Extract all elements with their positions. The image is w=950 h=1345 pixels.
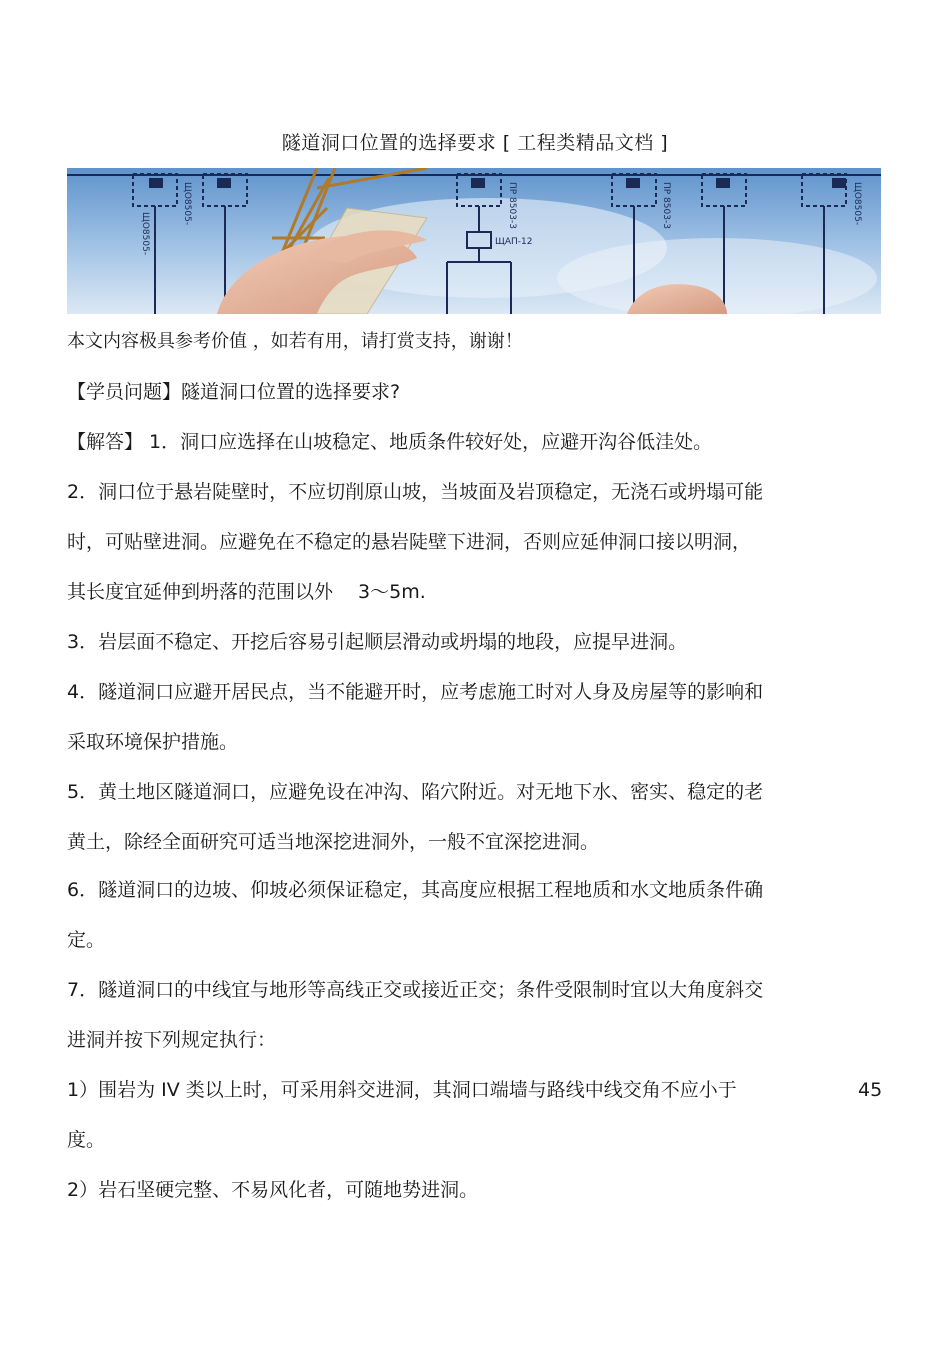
body-line: 定。 — [67, 929, 106, 951]
body-line: 5．黄土地区隧道洞口，应避免设在冲沟、陷穴附近。对无地下水、密实、稳定的老 — [67, 781, 764, 803]
body-line: 时，可贴壁进洞。应避免在不稳定的悬岩陡壁下进洞，否则应延伸洞口接以明洞， — [67, 531, 752, 553]
banner-label-3: ПР 8503-3 — [507, 182, 517, 229]
banner-label-5: ЩАП-12 — [495, 237, 533, 247]
body-line: 采取环境保护措施。 — [67, 731, 239, 753]
body-line: 1）围岩为 IV 类以上时，可采用斜交进洞，其洞口端墙与路线中线交角不应小于 — [67, 1079, 737, 1101]
engineering-drawing-hands-image — [67, 168, 881, 314]
body-line: 6．隧道洞口的边坡、仰坡必须保证稳定，其高度应根据工程地质和水文地质条件确 — [67, 879, 764, 901]
body-line: 2．洞口位于悬岩陡壁时，不应切削原山坡，当坡面及岩顶稳定，无浇石或坍塌可能 — [67, 481, 764, 503]
body-line: 其长度宜延伸到坍落的范围以外 3～5m. — [67, 581, 426, 603]
question-text: 【学员问题】隧道洞口位置的选择要求? — [67, 381, 401, 403]
body-line: 黄土，除经全面研究可适当地深挖进洞外，一般不宜深挖进洞。 — [67, 831, 600, 853]
intro-text: 本文内容极具参考价值 ，如若有用，请打赏支持，谢谢！ — [67, 331, 523, 352]
document-title: 隧道洞口位置的选择要求 [ 工程类精品文档 ] — [281, 132, 669, 154]
body-line: 7．隧道洞口的中线宜与地形等高线正交或接近正交；条件受限制时宜以大角度斜交 — [67, 979, 764, 1001]
banner-label-6: ЩО8505- — [852, 182, 862, 226]
angle-value: 45 — [858, 1079, 883, 1101]
body-line: 度。 — [67, 1129, 106, 1151]
banner-image — [67, 168, 881, 314]
body-line: 进洞并按下列规定执行： — [67, 1029, 277, 1051]
body-line: 3．岩层面不稳定、开挖后容易引起顺层滑动或坍塌的地段，应提早进洞。 — [67, 631, 688, 653]
body-line: 4．隧道洞口应避开居民点，当不能避开时，应考虑施工时对人身及房屋等的影响和 — [67, 681, 764, 703]
body-line: 2）岩石坚硬完整、不易风化者，可随地势进洞。 — [67, 1179, 479, 1201]
banner-label-2: ЩО8505- — [182, 182, 192, 226]
body-line: 【解答】 1．洞口应选择在山坡稳定、地质条件较好处，应避开沟谷低洼处。 — [67, 431, 713, 453]
banner-label-4: ПР 8503-3 — [661, 182, 671, 229]
banner-label-1: ЩО8505- — [140, 212, 150, 256]
